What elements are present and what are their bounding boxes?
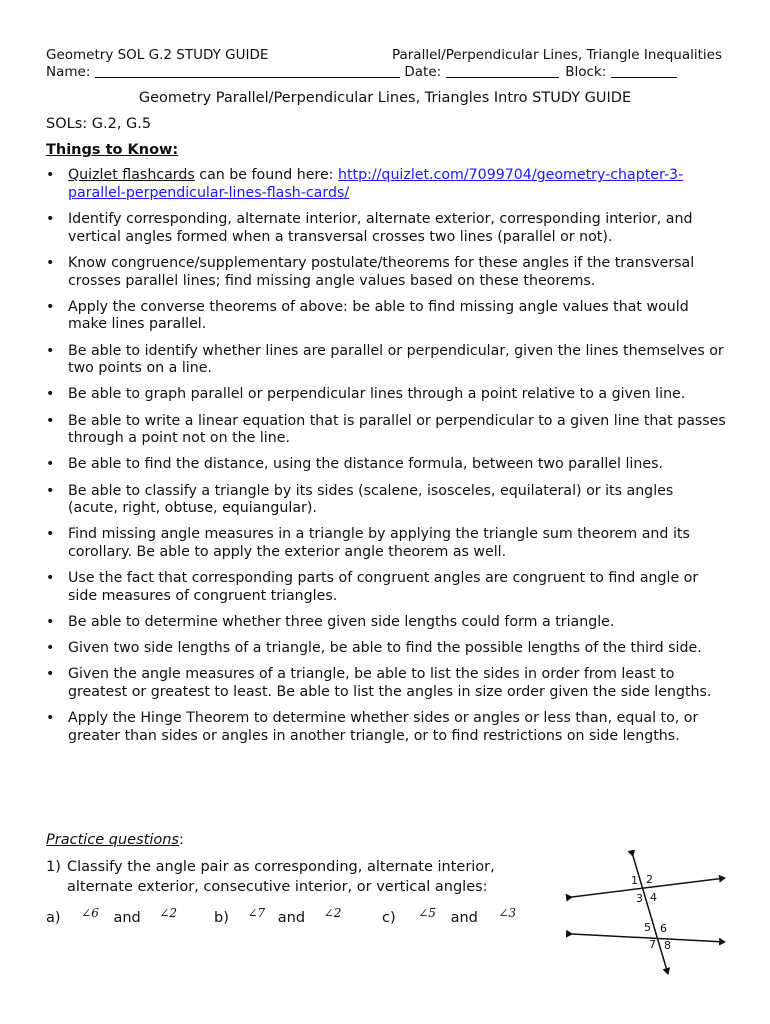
block-label: Block: xyxy=(565,64,607,80)
list-item-text: Be able to graph parallel or perpendicular lines through a point relative to a given line. xyxy=(68,386,686,403)
practice-heading xyxy=(46,832,184,848)
list-item xyxy=(46,167,726,203)
angle-7-label: 7 xyxy=(649,938,656,951)
list-item-text: Know congruence/supplementary postulate/theorems for these angles if the transversal crosses parallel lines; find missing angle values based on these theorems. xyxy=(68,254,695,289)
question-number: 1) xyxy=(46,859,61,875)
answer-letter: b) xyxy=(214,910,229,926)
angle-label: ∠3 xyxy=(498,906,517,920)
bullet-icon: • xyxy=(46,710,55,727)
name-label: Name: xyxy=(46,64,91,80)
list-item xyxy=(46,386,726,404)
list-item xyxy=(46,343,726,379)
bullet-icon: • xyxy=(46,640,55,657)
angle-5-label: 5 xyxy=(644,921,651,934)
answer-c xyxy=(382,906,517,926)
angle-2-label: 2 xyxy=(646,873,653,886)
date-blank[interactable] xyxy=(446,64,559,78)
name-blank[interactable] xyxy=(95,64,400,78)
bullet-icon: • xyxy=(46,386,55,403)
things-to-know-list xyxy=(46,167,726,754)
bullet-icon: • xyxy=(46,210,55,227)
angle-6-label: 6 xyxy=(660,922,667,935)
document-title: Geometry Parallel/Perpendicular Lines, Triangles Intro STUDY GUIDE xyxy=(138,90,632,106)
angle-label: ∠2 xyxy=(159,906,178,920)
things-to-know-heading: Things to Know: xyxy=(46,142,179,158)
list-item-text: Be able to determine whether three given side lengths could form a triangle. xyxy=(68,614,615,631)
list-item xyxy=(46,456,726,474)
angle-label: ∠5 xyxy=(418,906,436,920)
list-item-text: Given the angle measures of a triangle, be able to list the sides in order from least to greatest or greatest to least. Be able to list the angles in size order given the side lengths. xyxy=(68,666,712,701)
bullet-icon: • xyxy=(46,614,55,631)
list-item-text: Identify corresponding, alternate interior, alternate exterior, corresponding interior, and vertical angles formed when a transversal crosses two lines (parallel or not). xyxy=(68,210,693,245)
bullet-icon: • xyxy=(46,254,55,271)
transversal-figure xyxy=(560,850,740,980)
question-1 xyxy=(46,857,546,897)
quizlet-link[interactable]: http://quizlet.com/7099704/geometry-chapter-3-parallel-perpendicular-lines-flash-cards/ xyxy=(68,167,684,201)
list-item-text: Be able to write a linear equation that is parallel or perpendicular to a given line that passes through a point not on the line. xyxy=(68,412,726,447)
and-word: and xyxy=(113,910,141,926)
list-item xyxy=(46,255,726,291)
list-item xyxy=(46,211,726,247)
bullet-icon: • xyxy=(46,412,55,429)
bullet-icon: • xyxy=(46,342,55,359)
bullet-icon: • xyxy=(46,167,55,183)
list-item xyxy=(46,710,726,746)
date-label: Date: xyxy=(404,64,442,80)
list-item xyxy=(46,299,726,335)
question-text: Classify the angle pair as corresponding, alternate interior, alternate exterior, consecutive interior, or vertical angles: xyxy=(67,859,495,895)
list-item xyxy=(46,666,726,702)
answer-b xyxy=(214,906,342,926)
and-word: and xyxy=(277,910,306,926)
bullet-icon: • xyxy=(46,666,55,683)
list-item-text: Given two side lengths of a triangle, be able to find the possible lengths of the third side. xyxy=(68,640,702,657)
and-word: and xyxy=(450,910,478,926)
list-item xyxy=(46,570,726,606)
angle-3-label: 3 xyxy=(636,892,643,905)
angle-label: ∠2 xyxy=(323,906,342,920)
practice-label: Practice questions xyxy=(46,832,179,848)
list-item-text: Apply the Hinge Theorem to determine whether sides or angles or less than, equal to, or greater than sides or angles in another triangle, or to find restrictions on side lengths. xyxy=(68,710,699,745)
block-blank[interactable] xyxy=(611,64,677,78)
list-item-text: Apply the converse theorems of above: be able to find missing angle values that would make lines parallel. xyxy=(68,298,689,333)
angle-label: ∠6 xyxy=(81,906,99,920)
bullet-icon: • xyxy=(46,482,55,499)
list-item xyxy=(46,413,726,449)
quizlet-flashcards-text: Quizlet flashcards xyxy=(68,167,195,183)
list-item xyxy=(46,526,726,562)
list-item xyxy=(46,614,726,632)
practice-colon: : xyxy=(178,832,184,848)
list-item-text: Be able to find the distance, using the distance formula, between two parallel lines. xyxy=(68,456,663,473)
bullet-icon: • xyxy=(46,456,55,473)
answer-a xyxy=(46,906,178,926)
angle-8-label: 8 xyxy=(664,939,671,952)
bullet-icon: • xyxy=(46,526,55,543)
list-item-text: Be able to classify a triangle by its sides (scalene, isosceles, equilateral) or its angles (acute, right, obtuse, equiangular). xyxy=(68,482,674,517)
answer-letter: a) xyxy=(46,910,61,926)
list-item xyxy=(46,483,726,519)
list-item-text: Be able to identify whether lines are parallel or perpendicular, given the lines themselves or two points on a line. xyxy=(68,342,724,377)
list-item-text: Use the fact that corresponding parts of congruent angles are congruent to find angle or side measures of congruent triangles. xyxy=(68,570,699,605)
header-right-title: Parallel/Perpendicular Lines, Triangle Inequalities xyxy=(391,47,722,63)
angle-1-label: 1 xyxy=(631,874,638,887)
header-top-row xyxy=(46,47,722,63)
angle-label: ∠7 xyxy=(247,906,266,920)
sols-line: SOLs: G.2, G.5 xyxy=(46,116,152,132)
bullet-icon: • xyxy=(46,570,55,587)
bullet-icon: • xyxy=(46,298,55,315)
header-fields-row xyxy=(46,64,722,80)
list-item-text: can be found here: xyxy=(194,167,338,183)
header-left-title: Geometry SOL G.2 STUDY GUIDE xyxy=(46,47,269,63)
angle-4-label: 4 xyxy=(650,891,657,904)
list-item xyxy=(46,640,726,658)
answer-letter: c) xyxy=(382,910,396,926)
list-item-text: Find missing angle measures in a triangle by applying the triangle sum theorem and its corollary. Be able to apply the exterior angle theorem as well. xyxy=(68,526,690,561)
